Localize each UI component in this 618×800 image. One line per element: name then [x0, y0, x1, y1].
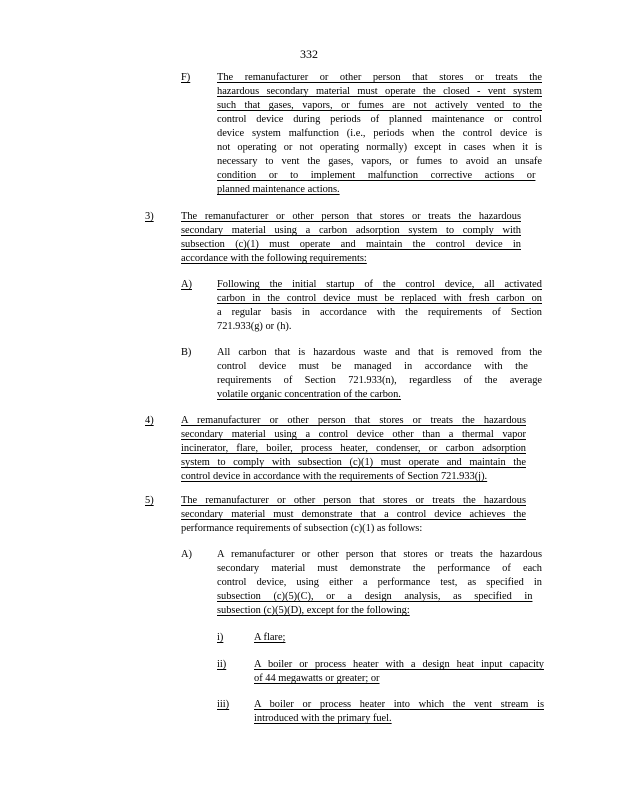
text-line: The remanufacturer or other person that stores or treats the hazardous — [181, 495, 526, 506]
text-line: carbon in the control device must be replaced with fresh carbon on — [217, 293, 542, 304]
text-line: planned maintenance actions. — [217, 184, 340, 195]
text-line: secondary material must demonstrate that a control device achieves the — [181, 509, 526, 520]
item-label-5a-iii: iii) — [217, 699, 230, 710]
text-line: A remanufacturer or other person that stores or treats the hazardous — [181, 415, 526, 426]
text-line: accordance with the following requirements: — [181, 253, 367, 264]
text-line: performance requirements of subsection (c)(1) as follows: — [181, 523, 423, 534]
paragraph-5 — [181, 494, 526, 536]
item-label-3: 3) — [145, 211, 154, 222]
paragraph-4 — [181, 414, 526, 484]
text-line: volatile organic concentration of the carbon. — [217, 389, 401, 400]
text-line: secondary material using a control device other than a thermal vapor — [181, 429, 526, 440]
text-line: system to comply with subsection (c)(1) must operate and maintain the — [181, 457, 526, 468]
paragraph-f — [217, 71, 542, 197]
item-label-f: F) — [181, 72, 191, 83]
page-number: 332 — [300, 47, 318, 61]
text-line: hazardous secondary material must operate the closed - vent system — [217, 86, 542, 97]
text-line: device system malfunction (i.e., periods when the control device is — [217, 128, 542, 139]
text-line: incinerator, flare, boiler, process heater, condenser, or carbon adsorption — [181, 443, 526, 454]
text-line: control device, using either a performance test, as specified in — [217, 577, 542, 588]
text-line: A flare; — [254, 632, 286, 643]
text-line: control device during periods of planned maintenance or control — [217, 114, 542, 125]
text-line: a regular basis in accordance with the requirements of Section — [217, 307, 542, 318]
item-label-5a-i: i) — [217, 632, 224, 643]
text-line: The remanufacturer or other person that stores or treats the — [217, 72, 542, 83]
paragraph-3 — [181, 210, 521, 266]
text-line: introduced with the primary fuel. — [254, 713, 392, 724]
text-line: requirements of Section 721.933(n), regardless of the average — [217, 375, 542, 386]
text-line: control device must be managed in accordance with the — [217, 361, 528, 372]
text-line: 721.933(g) or (h). — [217, 321, 292, 332]
text-line: secondary material using a carbon adsorption system to comply with — [181, 225, 521, 236]
text-line: control device in accordance with the requirements of Section 721.933(j). — [181, 471, 488, 482]
text-line: secondary material must demonstrate the performance of each — [217, 563, 542, 574]
text-line: The remanufacturer or other person that stores or treats the hazardous — [181, 211, 521, 222]
paragraph-5a-iii — [254, 698, 544, 726]
text-line: such that gases, vapors, or fumes are not actively vented to the — [217, 100, 542, 111]
text-line: condition or to implement malfunction corrective actions or — [217, 170, 536, 181]
paragraph-3a — [217, 278, 542, 334]
text-line: subsection (c)(1) must operate and maintain the control device in — [181, 239, 521, 250]
paragraph-5a — [217, 548, 542, 618]
item-label-3a: A) — [181, 279, 192, 290]
text-line: Following the initial startup of the control device, all activated — [217, 279, 542, 290]
paragraph-5a-ii — [254, 658, 544, 686]
text-line: A boiler or process heater into which the vent stream is — [254, 699, 544, 710]
text-line: of 44 megawatts or greater; or — [254, 673, 380, 684]
text-line: A remanufacturer or other person that stores or treats the hazardous — [217, 549, 542, 560]
text-line: not operating or not operating normally) except in cases when it is — [217, 142, 542, 153]
text-line: subsection (c)(5)(D), except for the following: — [217, 605, 410, 616]
paragraph-3b — [217, 346, 542, 402]
text-line: subsection (c)(5)(C), or a design analysis, as specified in — [217, 591, 533, 602]
item-label-5a: A) — [181, 549, 192, 560]
item-label-3b: B) — [181, 347, 192, 358]
item-label-4: 4) — [145, 415, 154, 426]
text-line: All carbon that is hazardous waste and that is removed from the — [217, 347, 542, 358]
item-label-5: 5) — [145, 495, 154, 506]
text-line: A boiler or process heater with a design heat input capacity — [254, 659, 544, 670]
item-label-5a-ii: ii) — [217, 659, 227, 670]
text-line: necessary to vent the gases, vapors, or fumes to avoid an unsafe — [217, 156, 542, 167]
paragraph-5a-i — [254, 631, 544, 645]
